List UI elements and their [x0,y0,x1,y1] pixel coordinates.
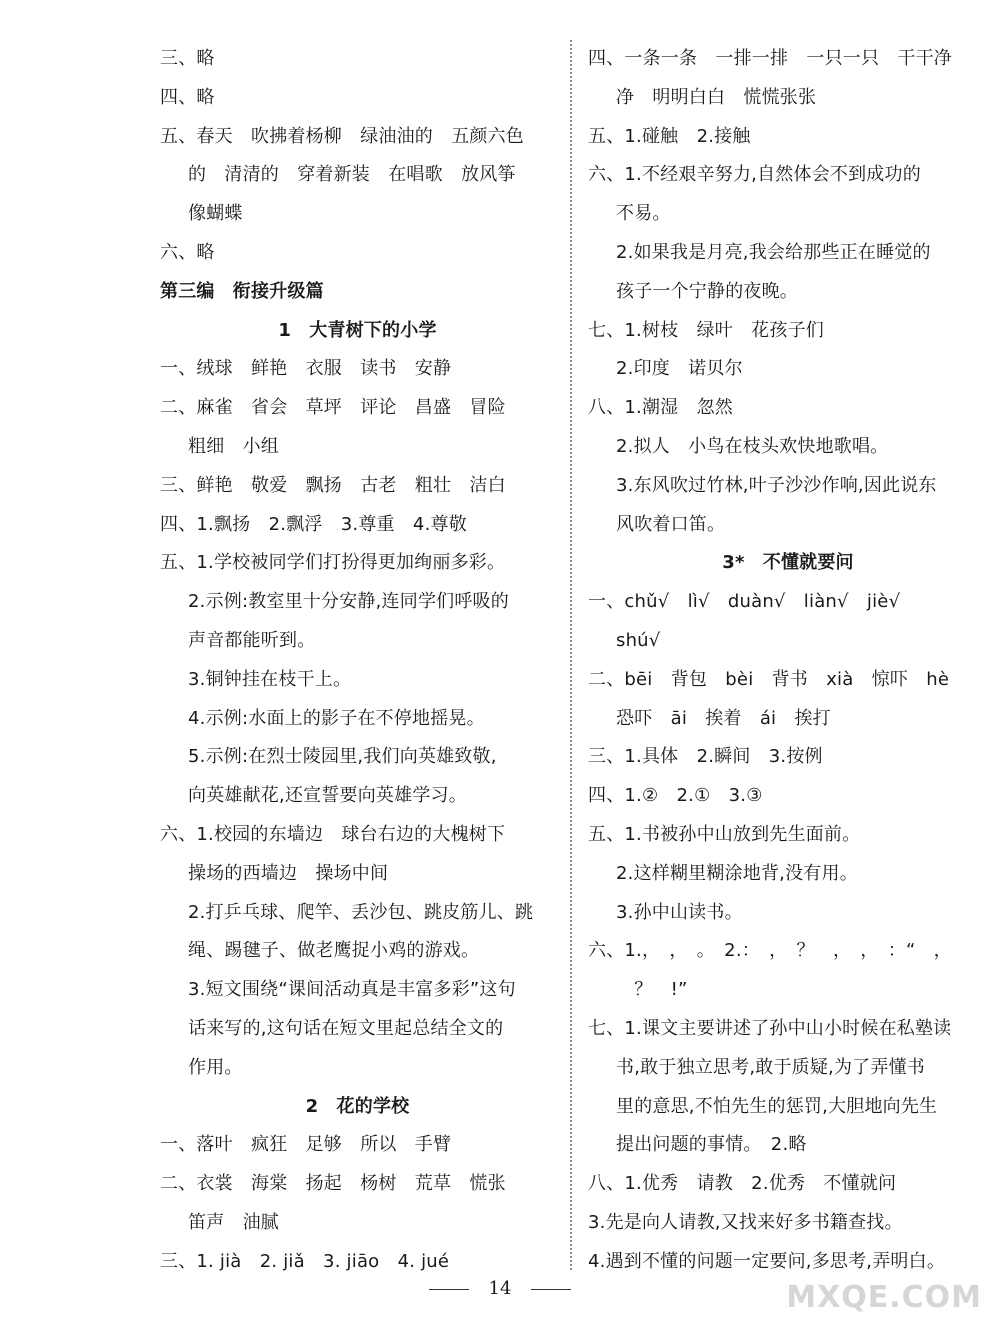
right-answer-line: 八、1.优秀 请教 2.优秀 不懂就问 [588,1173,897,1195]
right-answer-line: 3.东风吹过竹林,叶子沙沙作响,因此说东 [616,474,937,496]
right-answer-line: 五、1.书被孙中山放到先生面前。 [588,823,861,845]
left-answer-line: 一、绒球 鲜艳 衣服 读书 安静 [160,358,452,380]
right-answer-line: 里的意思,不怕先生的惩罚,大胆地向先生 [616,1095,938,1117]
left-answer-line: 笛声 油腻 [188,1211,279,1233]
left-answer-line: 一、落叶 疯狂 足够 所以 手臂 [160,1134,452,1156]
right-answer-line: 四、1.② 2.① 3.③ [588,785,763,807]
watermark: MXQE.COM [786,1280,982,1315]
left-answer-line: 四、略 [160,86,215,108]
right-answer-line: 三、1.具体 2.瞬间 3.按例 [588,746,823,768]
left-answer-line: 向英雄献花,还宣誓要向英雄学习。 [188,785,467,807]
left-answer-line: 2.示例:教室里十分安静,连同学们呼吸的 [188,591,509,613]
left-answer-line: 4.示例:水面上的影子在不停地摇晃。 [188,707,485,729]
right-section-heading: 3* 不懂就要问 [722,552,854,574]
left-answer-line: 五、春天 吹拂着杨柳 绿油油的 五颜六色 [160,125,524,147]
right-answer-line: 净 明明白白 慌慌张张 [616,86,817,108]
left-answer-line: 五、1.学校被同学们打扮得更加绚丽多彩。 [160,552,506,574]
left-answer-line: 作用。 [188,1056,243,1078]
left-answer-line: 3.短文围绕“课间活动真是丰富多彩”这句 [188,979,516,1001]
left-answer-line: 六、1.校园的东墙边 球台右边的大槐树下 [160,823,506,845]
right-answer-line: 不易。 [616,203,671,225]
left-answer-line: 3.铜钟挂在枝干上。 [188,668,352,690]
right-answer-line: 七、1.课文主要讲述了孙中山小时候在私塾读 [588,1017,952,1039]
left-section-heading: 1 大青树下的小学 [278,319,437,341]
right-answer-line: 风吹着口笛。 [616,513,726,535]
right-answer-line: 七、1.树枝 绿叶 花孩子们 [588,319,824,341]
right-answer-line: 2.如果我是月亮,我会给那些正在睡觉的 [616,241,931,263]
left-answer-line: 声音都能听到。 [188,629,316,651]
left-answer-line: 六、略 [160,241,215,263]
right-answer-line: 八、1.潮湿 忽然 [588,397,733,419]
right-answer-line: 恐吓 āi 挨着 ái 挨打 [616,707,831,729]
right-answer-line: 书,敢于独立思考,敢于质疑,为了弄懂书 [616,1056,925,1078]
left-answer-line: 2.打乒乓球、爬竿、丢沙包、跳皮筋儿、跳 [188,901,534,923]
left-answer-line: 的 清清的 穿着新装 在唱歌 放风筝 [188,164,516,186]
left-answer-line: 三、略 [160,48,215,69]
left-answer-line: 话来写的,这句话在短文里起总结全文的 [188,1017,504,1039]
left-section-heading: 2 花的学校 [305,1095,410,1117]
right-answer-line: 六、1.， ， 。 2.： ， ？ ， ， ：“ ， [588,940,952,962]
left-answer-line: 二、衣裳 海棠 扬起 杨树 荒草 慌张 [160,1173,506,1195]
right-answer-line: 六、1.不经艰辛努力,自然体会不到成功的 [588,164,921,186]
right-answer-line: 一、chǔ√ lì√ duàn√ liàn√ jiè√ [588,591,901,613]
footer-dash-right [531,1289,571,1290]
left-answer-line: 四、1.飘扬 2.飘浮 3.尊重 4.尊敬 [160,513,467,535]
right-answer-line: 3.先是向人请教,又找来好多书籍查找。 [588,1211,903,1233]
footer-dash-left [429,1289,469,1290]
left-answer-line: 像蝴蝶 [188,203,243,225]
left-answer-line: 绳、踢毽子、做老鹰捉小鸡的游戏。 [188,940,480,962]
right-answer-line: shú√ [616,629,661,651]
page-number: 14 [488,1278,512,1299]
left-answer-line: 5.示例:在烈士陵园里,我们向英雄致敬, [188,746,497,768]
right-answer-line: 2.印度 诺贝尔 [616,358,743,380]
left-answer-line: 二、麻雀 省会 草坪 评论 昌盛 冒险 [160,397,506,419]
right-answer-line: 2.这样糊里糊涂地背,没有用。 [616,862,858,884]
left-answer-line: 操场的西墙边 操场中间 [188,862,389,884]
right-answer-line: 提出问题的事情。 2.略 [616,1134,807,1156]
right-answer-line: 二、bēi 背包 bèi 背书 xià 惊吓 hè [588,668,950,690]
right-answer-line: 孩子一个宁静的夜晚。 [616,280,798,302]
right-answer-line: 五、1.碰触 2.接触 [588,125,751,147]
right-column [588,40,988,1282]
left-answer-line: 三、鲜艳 敬爱 飘扬 古老 粗壮 洁白 [160,474,506,496]
right-answer-line: 4.遇到不懂的问题一定要问,多思考,弄明白。 [588,1250,946,1272]
right-answer-line: 2.拟人 小鸟在枝头欢快地歌唱。 [616,435,889,457]
left-answer-line: 粗细 小组 [188,435,279,457]
right-answer-line: ？ !” [616,979,688,1001]
right-answer-line: 四、一条一条 一排一排 一只一只 干干净 [588,48,952,69]
column-divider [570,40,572,1270]
left-column [160,40,555,1282]
left-answer-line: 三、1. jià 2. jiǎ 3. jiāo 4. jué [160,1250,450,1272]
left-part-heading: 第三编 衔接升级篇 [160,280,324,302]
right-answer-line: 3.孙中山读书。 [616,901,743,923]
